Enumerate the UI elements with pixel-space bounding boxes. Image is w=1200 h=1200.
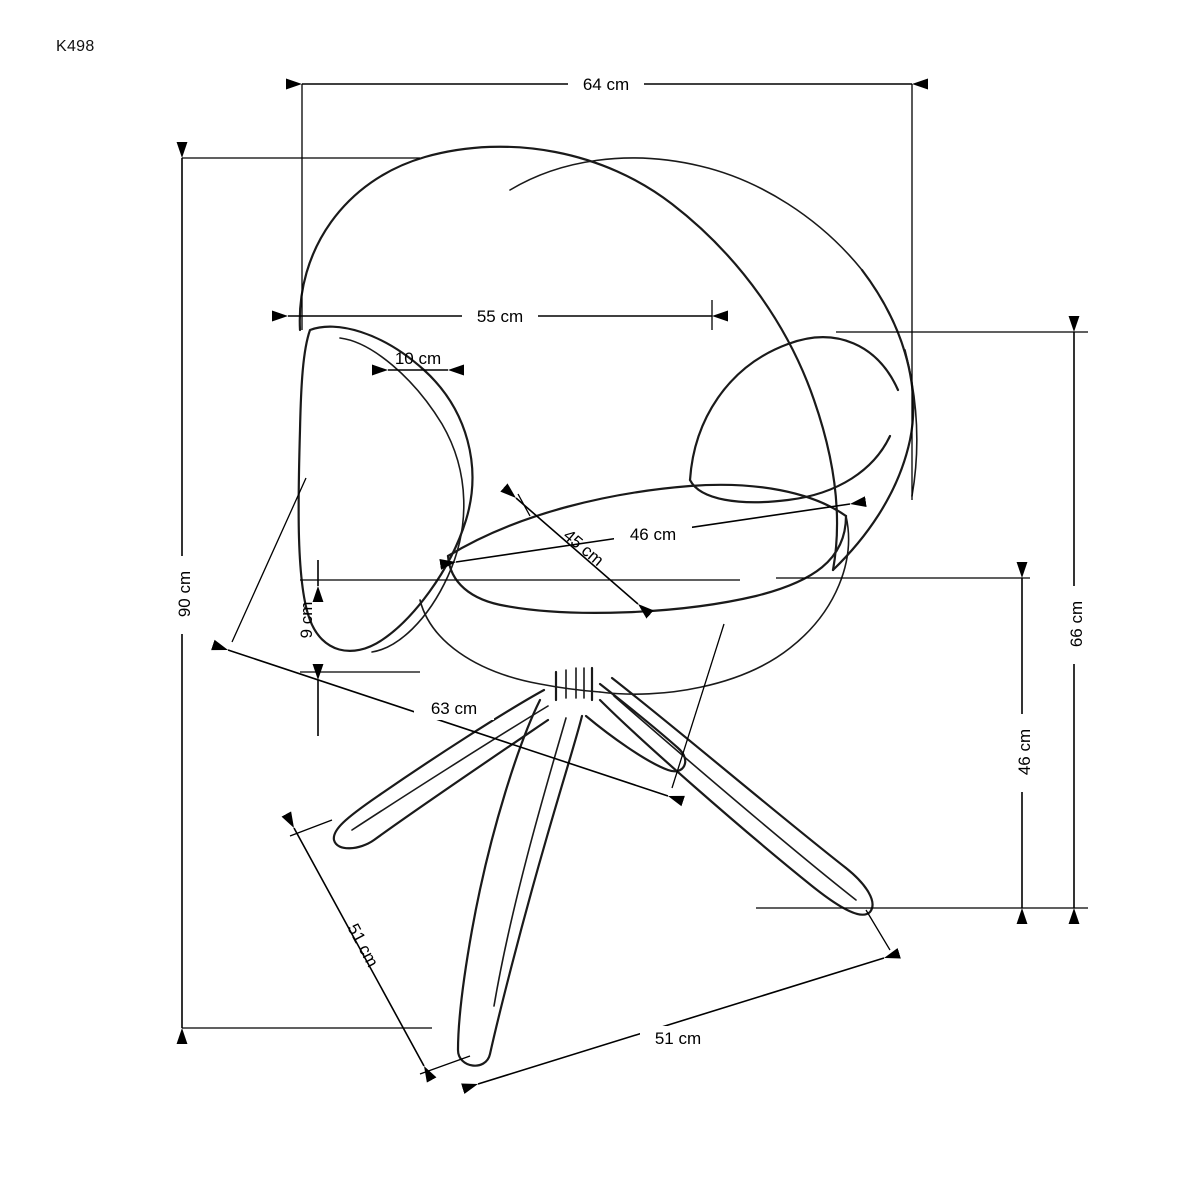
chair-outline-group (299, 147, 917, 1066)
dimension-armrest-thickness (388, 349, 448, 370)
dimension-label-base-span-right: 51 cm (654, 1029, 702, 1048)
dimension-label-seat-depth: 45 cm (559, 525, 608, 570)
dimension-label-overall-height: 90 cm (175, 570, 194, 618)
dimension-label-seat-width: 46 cm (629, 525, 677, 544)
dimension-backrest-width (288, 300, 712, 330)
dimension-label-cushion-height: 9 cm (297, 601, 316, 639)
model-code-label: K498 (56, 38, 95, 55)
dimension-label-seat-height: 46 cm (1015, 728, 1034, 776)
dimension-seat-height (776, 578, 1036, 908)
dimension-label-backrest-height: 66 cm (1067, 600, 1086, 648)
leg-front-right-highlight (614, 696, 856, 900)
backrest-right-panel-line (905, 350, 917, 496)
leg-rear-left-highlight (352, 706, 548, 830)
swivel-column-detail (566, 668, 584, 698)
dimension-label-overall-depth: 63 cm (430, 699, 478, 718)
seat-left-skirt (420, 600, 600, 692)
dimension-label-base-span-left: 51 cm (343, 920, 383, 971)
armrest-left-outline (299, 327, 473, 651)
dimension-label-backrest-width: 55 cm (476, 307, 524, 326)
leg-front-left-highlight (494, 718, 566, 1006)
dimension-base-span-right (478, 910, 890, 1084)
leg-front-right (600, 678, 873, 915)
armrest-right-outline (690, 337, 898, 480)
dimension-overall-width (302, 72, 912, 500)
dimension-base-span-left (290, 820, 470, 1074)
dimension-backrest-height (756, 332, 1088, 908)
dimension-label-overall-width: 64 cm (582, 75, 630, 94)
armrest-left-inner-seam (340, 338, 464, 652)
dimension-seat-width (456, 494, 850, 562)
dimension-overall-height (170, 158, 432, 1028)
swivel-column-outline (556, 668, 592, 700)
dimension-label-armrest-thickness: 10 cm (394, 349, 442, 368)
